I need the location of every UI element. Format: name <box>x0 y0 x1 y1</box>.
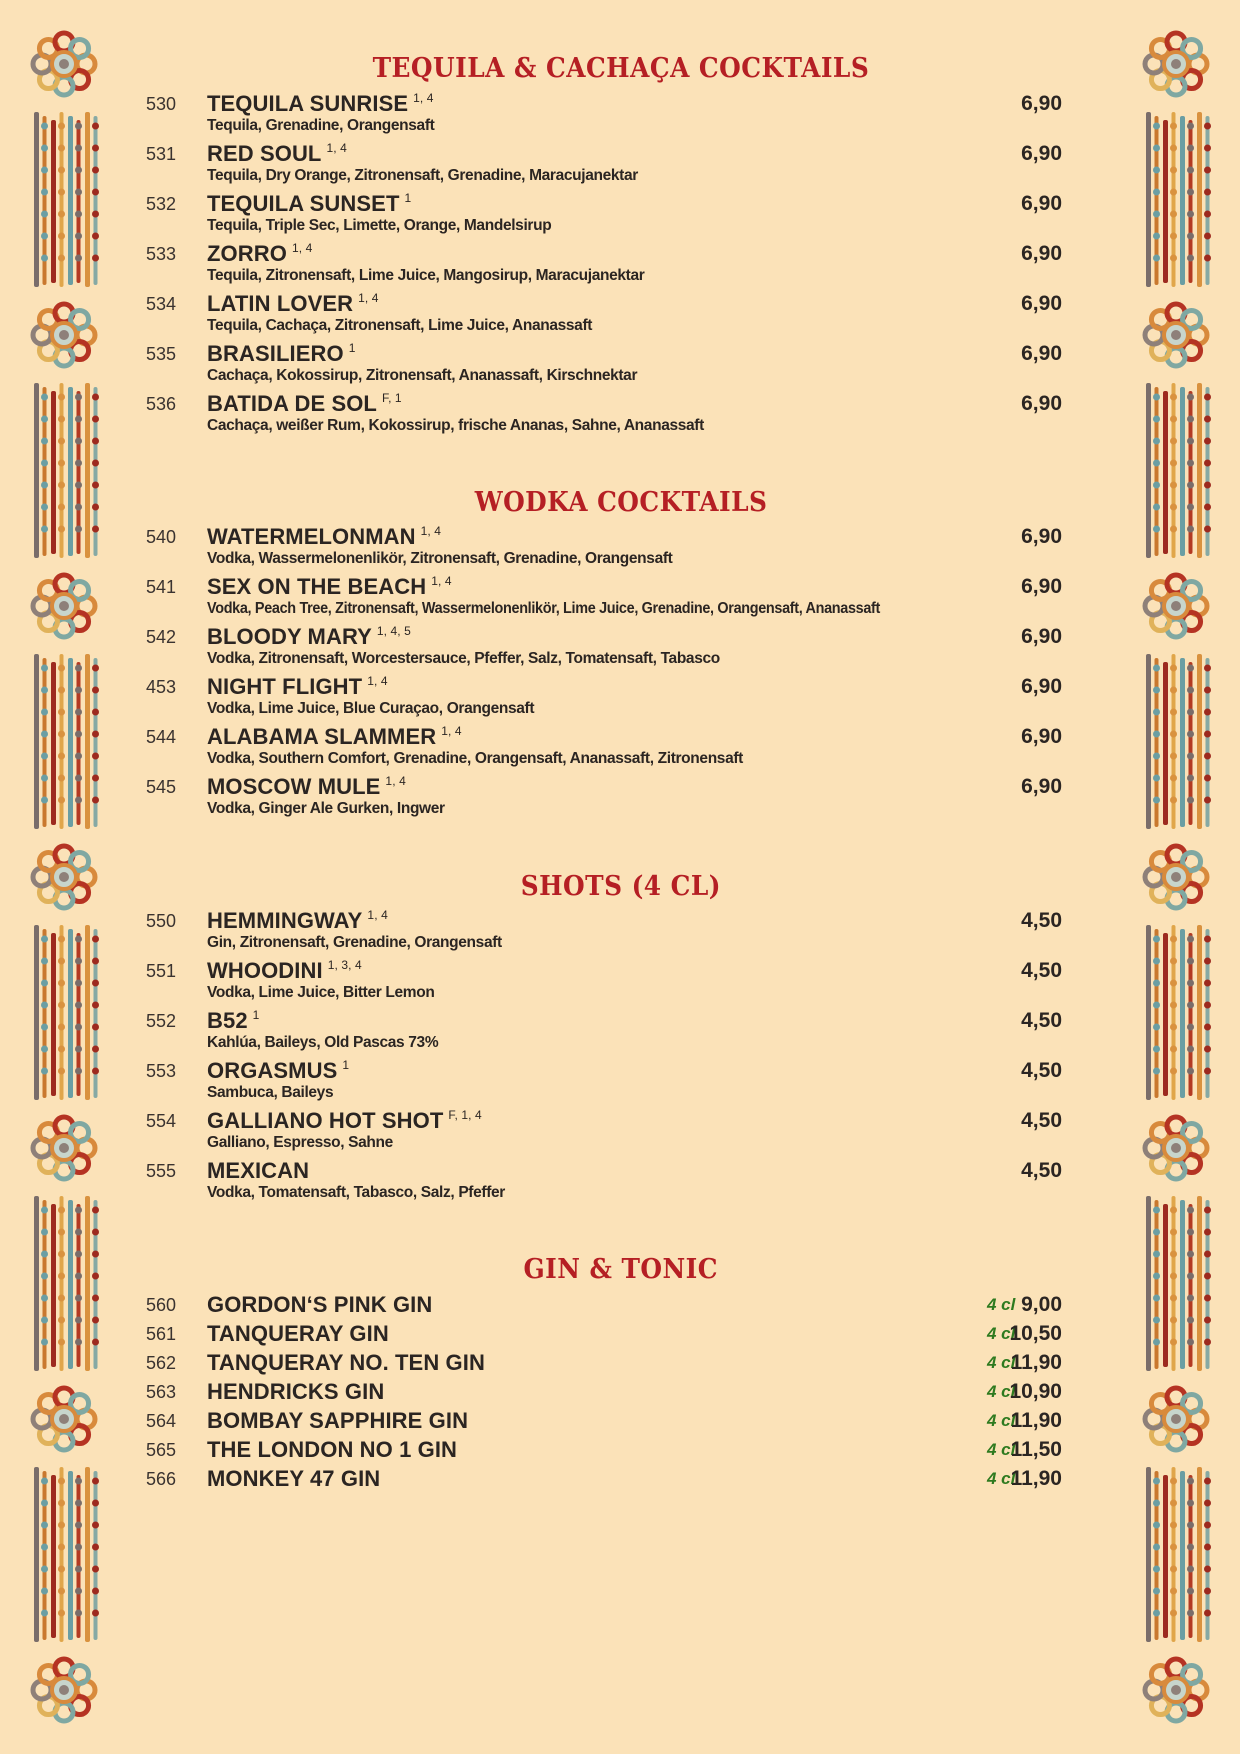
item-name: GORDON‘S PINK GIN <box>207 1292 433 1317</box>
item-allergens: 1, 4, 5 <box>376 624 411 638</box>
aztec-pattern-icon <box>34 112 99 287</box>
menu-page <box>146 0 1096 1754</box>
menu-item <box>146 91 1096 141</box>
item-number: 536 <box>146 394 177 414</box>
item-name: MOSCOW MULE $^{1, 4}$ <box>207 774 406 799</box>
section-items-wodka <box>146 524 1096 824</box>
item-allergens: 1 <box>348 341 356 355</box>
aztec-pattern-icon <box>34 1467 99 1642</box>
item-name: TEQUILA SUNRISE $^{1, 4}$ <box>207 91 434 116</box>
item-name: WHOODINI $^{1, 3, 4}$ <box>207 958 362 983</box>
swirl-flower-icon <box>33 1117 95 1179</box>
item-allergens: F, 1 <box>381 391 402 405</box>
item-volume: 4 cl <box>987 1353 1016 1372</box>
item-number: 532 <box>146 194 177 214</box>
menu-item <box>146 1108 1096 1158</box>
item-price: 4,50 <box>1021 1009 1062 1032</box>
item-name: MEXICAN <box>207 1158 310 1183</box>
item-number: 552 <box>146 1011 177 1031</box>
item-name: BATIDA DE SOL $^{F, 1}$ <box>207 391 402 416</box>
item-description: Sambuca, Baileys <box>207 1084 334 1101</box>
item-price: 4,50 <box>1021 959 1062 982</box>
menu-item <box>146 191 1096 241</box>
item-volume: 4 cl <box>987 1382 1016 1401</box>
item-allergens: 1, 4 <box>431 574 452 588</box>
item-price: 11,90 <box>1010 1351 1062 1374</box>
menu-item <box>146 1379 1096 1408</box>
item-price: 6,90 <box>1021 392 1062 415</box>
menu-item <box>146 1292 1096 1321</box>
item-price: 6,90 <box>1021 242 1062 265</box>
item-number: 545 <box>146 777 177 797</box>
menu-item <box>146 1466 1096 1495</box>
item-name: TEQUILA SUNSET $^1$ <box>207 191 412 216</box>
item-price: 6,90 <box>1021 675 1062 698</box>
menu-item <box>146 1321 1096 1350</box>
item-volume: 4 cl <box>987 1440 1016 1459</box>
item-allergens: 1, 4 <box>385 774 406 788</box>
item-number: 530 <box>146 94 177 114</box>
item-number: 553 <box>146 1061 177 1081</box>
item-price: 4,50 <box>1021 909 1062 932</box>
left-decorative-border <box>14 0 114 1754</box>
swirl-flower-icon <box>1145 304 1207 366</box>
swirl-flower-icon <box>1145 33 1207 95</box>
menu-item <box>146 391 1096 441</box>
item-price: 6,90 <box>1021 142 1062 165</box>
swirl-flower-icon <box>33 575 95 637</box>
item-description: Tequila, Triple Sec, Limette, Orange, Mandelsirup <box>207 217 552 234</box>
item-name: TANQUERAY NO. TEN GIN <box>207 1350 485 1375</box>
item-number: 561 <box>146 1324 177 1344</box>
item-description: Vodka, Tomatensaft, Tabasco, Salz, Pfeffer <box>207 1184 505 1201</box>
swirl-flower-icon <box>1145 846 1207 908</box>
item-name: SEX ON THE BEACH $^{1, 4}$ <box>207 574 452 599</box>
item-allergens: 1, 4 <box>413 91 434 105</box>
item-description: Tequila, Cachaça, Zitronensaft, Lime Juice, Ananassaft <box>207 317 593 334</box>
aztec-pattern-icon <box>1146 1196 1211 1371</box>
item-name: ORGASMUS $^1$ <box>207 1058 350 1083</box>
item-number: 565 <box>146 1440 177 1460</box>
item-number: 560 <box>146 1295 177 1315</box>
item-name: BOMBAY SAPPHIRE GIN <box>207 1408 469 1433</box>
item-price: 4,50 <box>1021 1109 1062 1132</box>
item-allergens: 1, 4 <box>367 674 388 688</box>
swirl-flower-icon <box>1145 575 1207 637</box>
item-name: NIGHT FLIGHT $^{1, 4}$ <box>207 674 388 699</box>
aztec-pattern-icon <box>34 654 99 829</box>
item-description: Vodka, Lime Juice, Blue Curaçao, Orangensaft <box>207 700 535 717</box>
aztec-pattern-icon <box>34 1196 99 1371</box>
item-volume: 4 cl <box>987 1411 1016 1430</box>
menu-item <box>146 241 1096 291</box>
item-number: 544 <box>146 727 177 747</box>
item-price: 4,50 <box>1021 1059 1062 1082</box>
item-name: TANQUERAY GIN <box>207 1321 389 1346</box>
menu-item <box>146 1158 1096 1208</box>
menu-item <box>146 1437 1096 1466</box>
item-number: 541 <box>146 577 177 597</box>
item-number: 555 <box>146 1161 177 1181</box>
item-name: HEMMINGWAY $^{1, 4}$ <box>207 908 388 933</box>
item-description: Kahlúa, Baileys, Old Pascas 73% <box>207 1034 439 1051</box>
item-number: 551 <box>146 961 177 981</box>
item-price: 11,90 <box>1010 1409 1062 1432</box>
item-name: ALABAMA SLAMMER $^{1, 4}$ <box>207 724 462 749</box>
item-allergens: 1, 4 <box>367 908 388 922</box>
swirl-flower-icon <box>33 33 95 95</box>
item-number: 562 <box>146 1353 177 1373</box>
item-description: Tequila, Zitronensaft, Lime Juice, Mangosirup, Maracujanektar <box>207 267 645 284</box>
section-items-tequila <box>146 91 1096 441</box>
item-description: Vodka, Zitronensaft, Worcestersauce, Pfeffer, Salz, Tomatensaft, Tabasco <box>207 650 720 667</box>
item-price: 6,90 <box>1021 192 1062 215</box>
item-number: 534 <box>146 294 177 314</box>
item-price: 6,90 <box>1021 575 1062 598</box>
menu-item <box>146 1350 1096 1379</box>
item-name: BLOODY MARY $^{1, 4, 5}$ <box>207 624 411 649</box>
item-price: 10,50 <box>1009 1322 1062 1345</box>
item-allergens: F, 1, 4 <box>448 1108 482 1122</box>
item-price: 9,00 <box>1021 1293 1062 1316</box>
item-description: Galliano, Espresso, Sahne <box>207 1134 393 1151</box>
aztec-pattern-icon <box>1146 925 1211 1100</box>
item-name: BRASILIERO $^1$ <box>207 341 356 366</box>
swirl-flower-icon <box>33 1659 95 1721</box>
item-allergens: 1, 4 <box>326 141 347 155</box>
swirl-flower-icon <box>1145 1388 1207 1450</box>
menu-item <box>146 1008 1096 1058</box>
menu-item <box>146 958 1096 1008</box>
item-number: 554 <box>146 1111 177 1131</box>
item-price: 6,90 <box>1021 525 1062 548</box>
item-price: 6,90 <box>1021 292 1062 315</box>
item-name: WATERMELONMAN $^{1, 4}$ <box>207 524 442 549</box>
section-title-gin: GIN & TONIC <box>523 1254 719 1285</box>
swirl-flower-icon <box>33 846 95 908</box>
section-title-shots: SHOTS (4 CL) <box>520 871 722 902</box>
item-price: 11,90 <box>1010 1467 1062 1490</box>
menu-item <box>146 774 1096 824</box>
item-name: B52 $^1$ <box>207 1008 260 1033</box>
item-price: 6,90 <box>1021 775 1062 798</box>
item-description: Vodka, Ginger Ale Gurken, Ingwer <box>207 800 445 817</box>
swirl-flower-icon <box>33 304 95 366</box>
item-number: 566 <box>146 1469 177 1489</box>
item-description: Gin, Zitronensaft, Grenadine, Orangensaft <box>207 934 502 951</box>
menu-item <box>146 341 1096 391</box>
item-price: 11,50 <box>1010 1438 1062 1461</box>
item-description: Tequila, Dry Orange, Zitronensaft, Grenadine, Maracujanektar <box>207 167 638 184</box>
item-number: 563 <box>146 1382 177 1402</box>
item-volume: 4 cl <box>987 1324 1016 1343</box>
swirl-flower-icon <box>33 1388 95 1450</box>
right-decorative-border <box>1126 0 1226 1754</box>
item-price: 10,90 <box>1009 1380 1062 1403</box>
menu-item <box>146 1058 1096 1108</box>
item-description: Vodka, Lime Juice, Bitter Lemon <box>207 984 435 1001</box>
item-number: 550 <box>146 911 177 931</box>
item-description: Vodka, Southern Comfort, Grenadine, Orangensaft, Ananassaft, Zitronensaft <box>207 750 743 767</box>
menu-item <box>146 908 1096 958</box>
item-allergens: 1, 4 <box>358 291 379 305</box>
section-title-tequila: TEQUILA & CACHAÇA COCKTAILS <box>372 53 870 84</box>
item-description: Cachaça, Kokossirup, Zitronensaft, Ananassaft, Kirschnektar <box>207 367 638 384</box>
menu-item <box>146 291 1096 341</box>
menu-item <box>146 624 1096 674</box>
item-name: ZORRO $^{1, 4}$ <box>207 241 313 266</box>
item-name: THE LONDON NO 1 GIN <box>207 1437 458 1462</box>
item-number: 535 <box>146 344 177 364</box>
item-allergens: 1 <box>404 191 412 205</box>
item-allergens: 1, 4 <box>291 241 313 255</box>
menu-item <box>146 724 1096 774</box>
menu-item <box>146 674 1096 724</box>
item-allergens: 1, 3, 4 <box>327 958 362 972</box>
menu-item <box>146 141 1096 191</box>
item-number: 542 <box>146 627 177 647</box>
item-name: MONKEY 47 GIN <box>207 1466 381 1491</box>
item-name: RED SOUL $^{1, 4}$ <box>207 141 347 166</box>
item-description: Tequila, Grenadine, Orangensaft <box>207 117 435 134</box>
item-name: GALLIANO HOT SHOT $^{F, 1, 4}$ <box>207 1108 482 1133</box>
section-items-gin <box>146 1292 1096 1495</box>
item-allergens: 1 <box>252 1008 260 1022</box>
aztec-pattern-icon <box>1146 654 1211 829</box>
swirl-flower-icon <box>1145 1117 1207 1179</box>
aztec-pattern-icon <box>1146 112 1211 287</box>
aztec-pattern-icon <box>34 383 99 558</box>
section-title-wodka: WODKA COCKTAILS <box>474 487 768 518</box>
menu-item <box>146 1408 1096 1437</box>
item-price: 6,90 <box>1021 725 1062 748</box>
item-number: 540 <box>146 527 177 547</box>
section-items-shots <box>146 908 1096 1208</box>
menu-item <box>146 524 1096 574</box>
item-description: Vodka, Peach Tree, Zitronensaft, Wassermelonenlikör, Lime Juice, Grenadine, Orangensaft, Ananassaft <box>207 600 881 617</box>
item-volume: 4 cl <box>987 1469 1016 1488</box>
item-description: Vodka, Wassermelonenlikör, Zitronensaft, Grenadine, Orangensaft <box>207 550 673 567</box>
item-price: 6,90 <box>1021 342 1062 365</box>
item-price: 6,90 <box>1021 92 1062 115</box>
item-name: HENDRICKS GIN <box>207 1379 385 1404</box>
item-price: 4,50 <box>1021 1159 1062 1182</box>
item-number: 533 <box>146 244 177 264</box>
item-description: Cachaça, weißer Rum, Kokossirup, frische Ananas, Sahne, Ananassaft <box>207 417 704 434</box>
item-number: 453 <box>146 677 177 697</box>
item-price: 6,90 <box>1021 625 1062 648</box>
swirl-flower-icon <box>1145 1659 1207 1721</box>
menu-item <box>146 574 1096 624</box>
aztec-pattern-icon <box>34 925 99 1100</box>
item-name: LATIN LOVER $^{1, 4}$ <box>207 291 379 316</box>
item-allergens: 1, 4 <box>420 524 442 538</box>
item-allergens: 1 <box>342 1058 350 1072</box>
aztec-pattern-icon <box>1146 1467 1211 1642</box>
item-number: 564 <box>146 1411 177 1431</box>
item-number: 531 <box>146 144 177 164</box>
item-volume: 4 cl <box>987 1295 1016 1314</box>
aztec-pattern-icon <box>1146 383 1211 558</box>
item-allergens: 1, 4 <box>441 724 462 738</box>
